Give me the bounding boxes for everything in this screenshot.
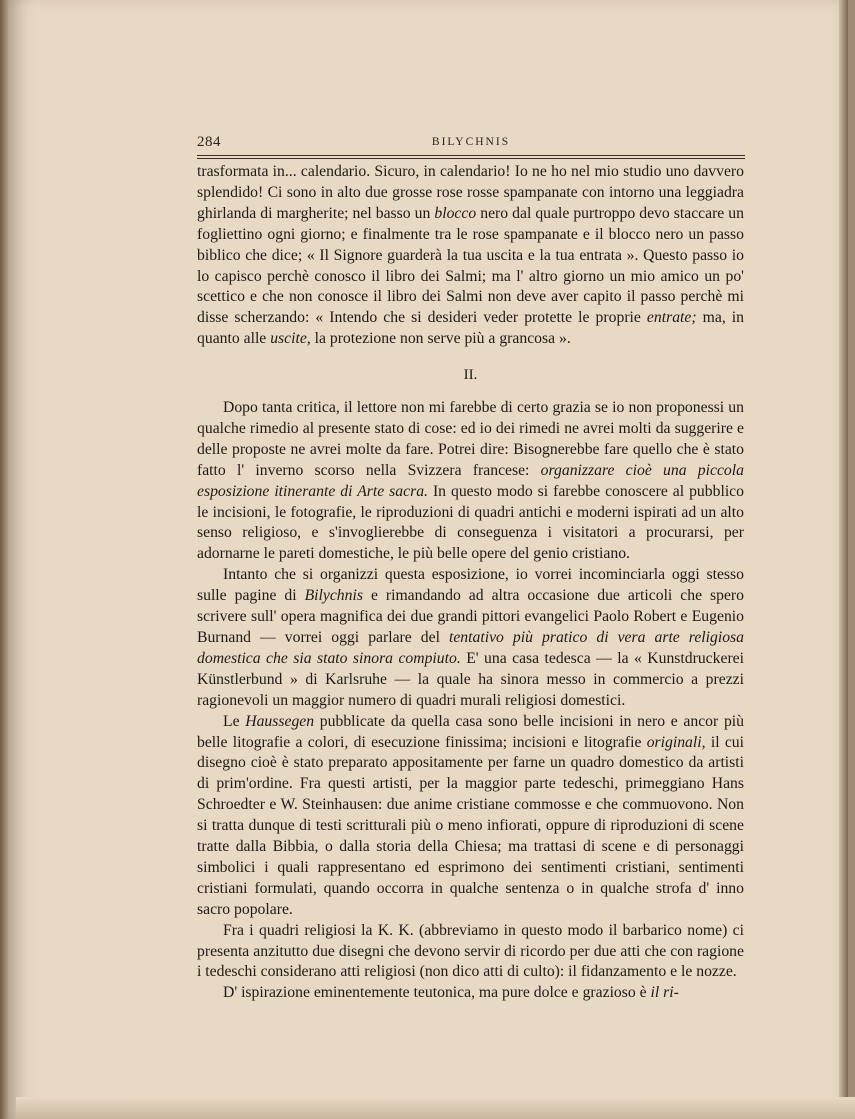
page-number: 284 bbox=[197, 134, 221, 150]
header-rule-bottom bbox=[197, 158, 745, 159]
paragraph-2 bbox=[197, 398, 744, 565]
paragraph-3-text-b: e rimandando ad altra occasione due articoli che spero scrivere sull' opera magnifica dei due grandi pittori evangelici Paolo Robert e Eugenio Burnand — vorrei oggi parlare del bbox=[197, 587, 744, 646]
paragraph-1-text-a: trasformata in... calendario. Sicuro, in calendario! Io ne ho nel mio studio uno davvero splendido! Ci sono in alto due grosse rose rosse spampanate con intorno una leggiadra ghirlanda di margherite; nel basso un bbox=[197, 163, 744, 222]
running-head: BILYCHNIS bbox=[431, 136, 511, 148]
paragraph-1-text-d: la protezione non serve più a grancosa ». bbox=[310, 330, 571, 348]
paragraph-5 bbox=[197, 921, 744, 984]
paragraph-6-italic-a: il ri- bbox=[650, 984, 679, 1002]
paragraph-6 bbox=[197, 983, 744, 1004]
paragraph-4-text-b: pubblicate da quella casa sono belle incisioni in nero e ancor più belle litografie a colori, di esecuzione finissima; incisioni e litografie bbox=[197, 712, 744, 751]
paragraph-4 bbox=[197, 712, 744, 921]
paragraph-1-italic-a: blocco bbox=[434, 204, 477, 222]
section-heading: II. bbox=[463, 367, 478, 383]
paragraph-3-text-a: Intanto che si organizzi questa esposizione, io vorrei incominciarla oggi stesso sulle pagine di bbox=[197, 566, 744, 605]
paragraph-3-italic-b: tentativo più pratico di vera arte religiosa domestica che sia stato sinora compiuto. bbox=[197, 628, 744, 667]
paragraph-2-text-b: In questo modo si farebbe conoscere al pubblico le incisioni, le fotografie, le riproduzioni di quadri antichi e moderni ispirati ad un alto senso religioso, e s'invoglierebbe di conseguenza i visitatori a procurarsi, per adornarne le pareti domestiche, le più belle opere del genio cristiano. bbox=[197, 482, 744, 563]
paragraph-2-text-a: Dopo tanta critica, il lettore non mi farebbe di certo grazia se io non proponessi un qualche rimedio al presente stato di cose: ed io dei rimedi ne avrei molti da suggerire e delle proposte ne avrei molte da fare. Potrei dire: Bisognerebbe fare quello che è stato fatto l' inverno scorso nella Svizzera francese: bbox=[197, 399, 744, 479]
paragraph-4-text-a: Le bbox=[223, 712, 246, 730]
header-rule-top bbox=[197, 155, 745, 156]
paragraph-4-italic-b: originali, bbox=[646, 733, 706, 751]
paragraph-3-text-c: E' una casa tedesca — la « Kunstdruckerei Künstlerbund » di Karlsruhe — la quale ha sinora messo in commercio a prezzi ragionevoli un maggior numero di quadri murali religiosi domestici. bbox=[197, 649, 744, 709]
paragraph-1-italic-b: entrate; bbox=[646, 309, 697, 327]
paragraph-1-text-b: nero dal quale purtroppo devo staccare un fogliettino ogni giorno; e finalmente tra le rose spampanate e il blocco nero un passo biblico che dice; « Il Signore guarderà la tua uscita e la tua entrata ». Questo passo io lo capisco perchè conosco il libro dei Salmi; ma l' altro giorno un mio amico un po' scettico e che non conosce il libro dei Salmi non deve aver capito il passo perchè mi disse scherzando: « Intendo che si desideri veder protette le proprie bbox=[197, 204, 744, 327]
paragraph-2-italic-a: organizzare cioè una piccola esposizione itinerante di Arte sacra. bbox=[197, 461, 744, 500]
paragraph-4-italic-a: Haussegen bbox=[245, 712, 315, 730]
page-edge bbox=[839, 0, 848, 1119]
book-binding-edge bbox=[0, 0, 8, 1119]
paragraph-3-italic-a: Bilychnis bbox=[304, 587, 363, 605]
paragraph-6-text-a: D' ispirazione eminentemente teutonica, ma pure dolce e grazioso è bbox=[223, 984, 651, 1002]
paragraph-1-italic-c: uscite, bbox=[270, 330, 311, 348]
paragraph-5-text-a: Fra i quadri religiosi la K. K. (abbreviamo in questo modo il barbarico nome) ci presenta anzitutto due disegni che devono servir di ricordo per due atti che con ragione i tedeschi considerano atti religiosi (non dico atti di culto): il fidanzamento e le nozze. bbox=[197, 921, 744, 981]
paragraph-3 bbox=[197, 565, 744, 711]
paragraph-4-text-c: il cui disegno cioè è stato preparato appositamente per farne un quadro domestico da artisti di prim'ordine. Fra questi artisti, per la maggior parte tedeschi, primeggiano Hans Schroedter e W. Steinhausen: due anime cristiane commosse e che commuovono. Non si tratta dunque di testi scritturali più o meno infiorati, oppure di riproduzioni di scene tratte dalla Bibbia, o dalla storia della Chiesa; ma trattasi di scene e di personaggi simbolici i quali rappresentano ed esprimono dei sentimenti cristiani, sentimenti cristiani formulati, quando occorra in qualche sentenza o in qualche strofa d' inno sacro popolare. bbox=[197, 733, 744, 918]
page-header bbox=[197, 134, 745, 156]
body-text bbox=[197, 398, 744, 1004]
paragraph-1 bbox=[197, 162, 744, 350]
page-bottom-edge bbox=[16, 1097, 855, 1119]
paragraph-1-text-c: ma, in quanto alle bbox=[197, 309, 744, 348]
